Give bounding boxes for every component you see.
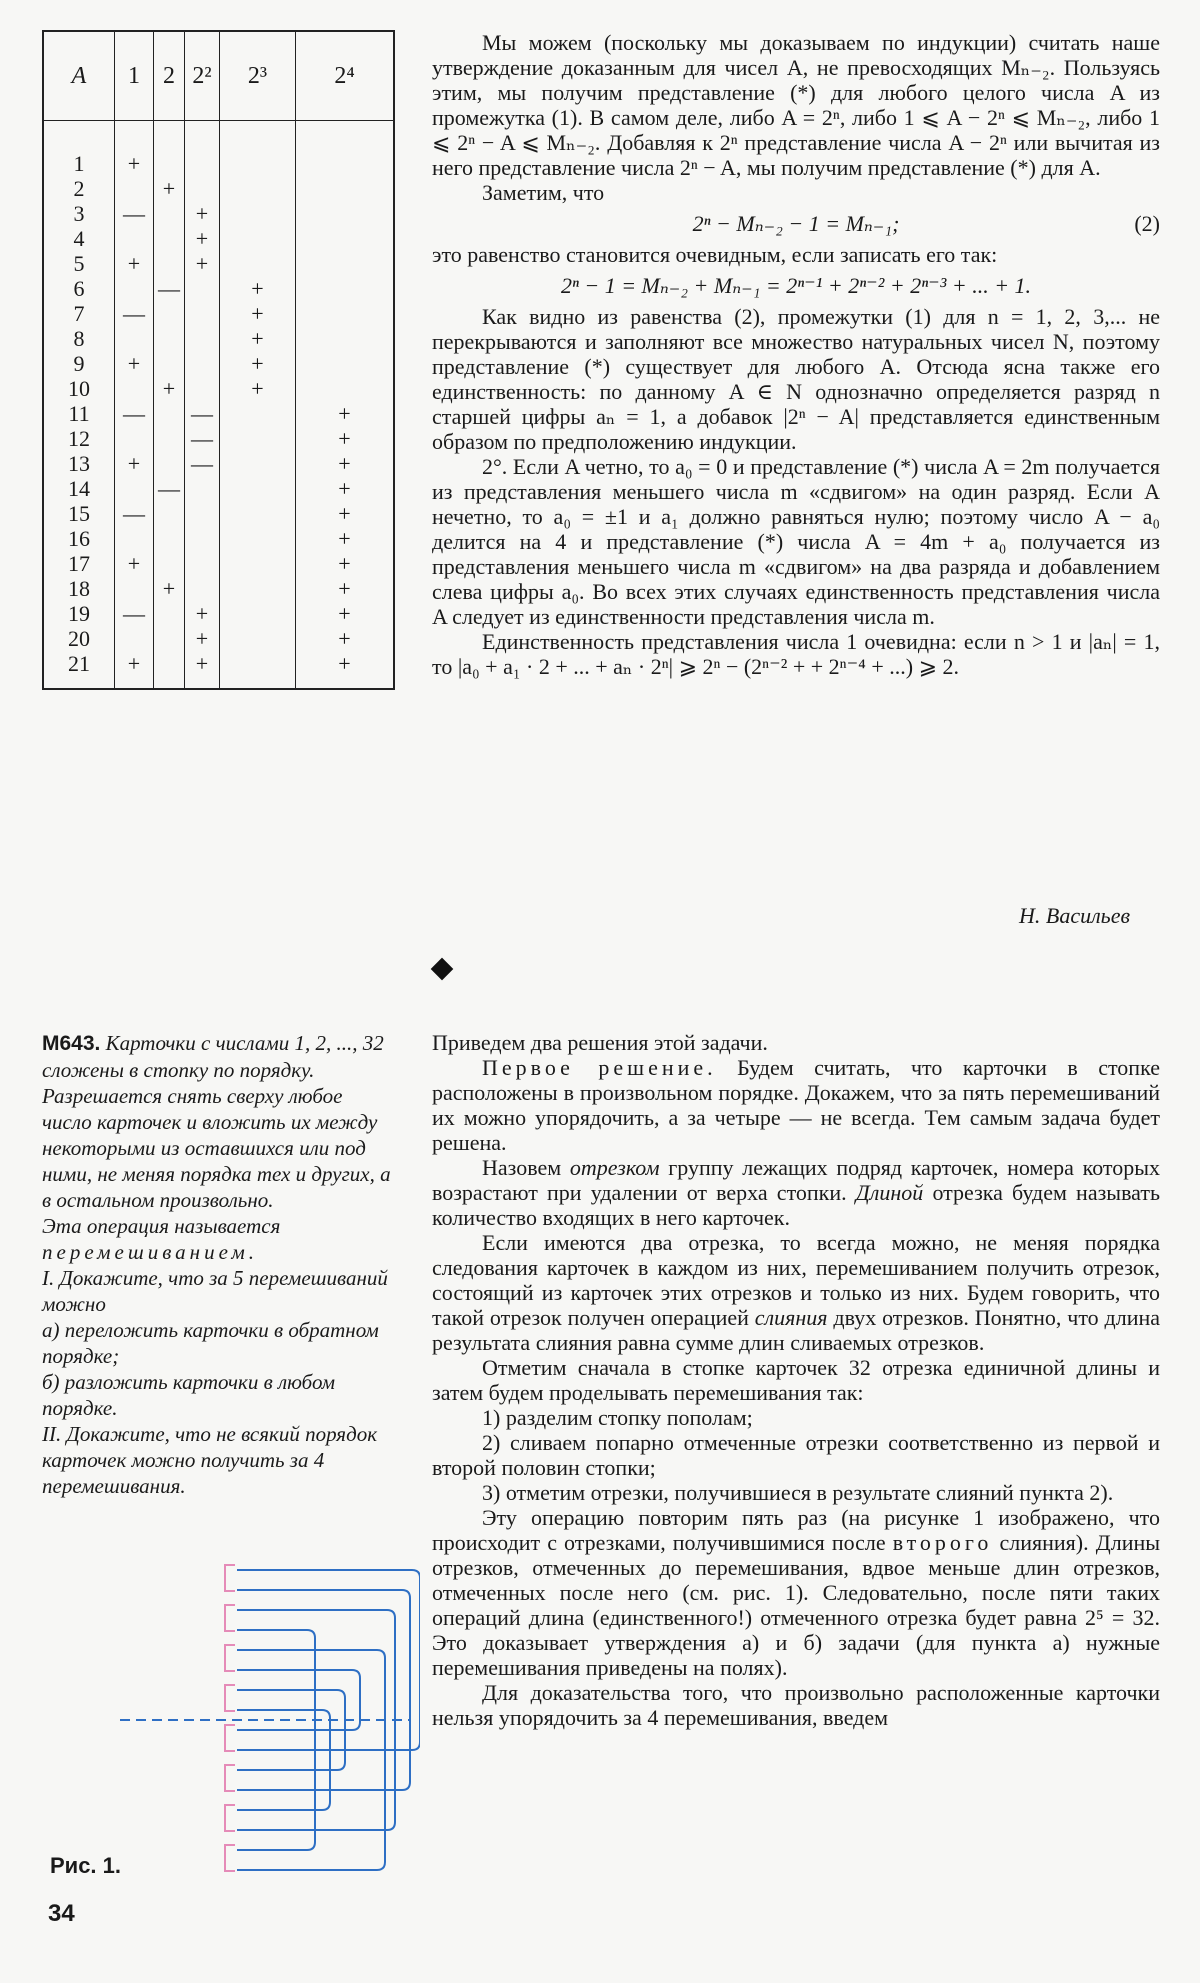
sign-cell: +	[296, 426, 394, 451]
segment-bracket	[225, 1765, 235, 1791]
sign-cell	[154, 651, 185, 676]
sign-cell: +	[154, 176, 185, 201]
table-row	[44, 201, 393, 226]
sign-cell: —	[154, 276, 185, 301]
equation: 2ⁿ − 1 = Mₙ₋₂ + Mₙ₋₁ = 2ⁿ⁻¹ + 2ⁿ⁻² + 2ⁿ⁻³ + ... + 1.	[560, 273, 1032, 298]
sign-cell	[154, 451, 185, 476]
sign-cell	[154, 301, 185, 326]
sign-cell: +	[115, 251, 154, 276]
paragraph: Как видно из равенства (2), промежутки (1) для n = 1, 2, 3,... не перекрываются и заполняют все множество натуральных чисел N, поэтому представление (*) существует для любого A. Отсюда ясна также его единственность: по данному A ∈ N однозначно определяется разряд n старшей цифры aₙ = 1, а добавок |2ⁿ − A| представляется единственным образом по предположению индукции.	[432, 304, 1160, 454]
header-cell: 2	[154, 32, 185, 121]
sign-cell: +	[296, 401, 394, 426]
sign-cell	[296, 251, 394, 276]
figure-caption: Рис. 1.	[50, 1853, 122, 1878]
table-row	[44, 576, 393, 601]
table-filler	[44, 676, 393, 688]
row-number-cell: 9	[73, 351, 85, 376]
sign-cell	[154, 251, 185, 276]
merge-line	[237, 1570, 420, 1750]
sign-cell	[185, 301, 220, 326]
row-number-cell: 20	[68, 626, 90, 651]
sign-cell	[154, 351, 185, 376]
sign-cell	[115, 276, 154, 301]
sign-cell	[185, 501, 220, 526]
row-number-cell: 4	[73, 226, 85, 251]
sign-cell: +	[220, 351, 296, 376]
problem-question-2: II. Докажите, что не всякий порядок карточек можно получить за 4 перемешивания.	[42, 1422, 378, 1498]
paragraph: Отметим сначала в стопке карточек 32 отрезка единичной длины и затем будем проделывать перемешивания так:	[432, 1355, 1160, 1405]
merge-line	[237, 1710, 330, 1810]
table-row	[44, 626, 393, 651]
table-spacer	[44, 121, 393, 152]
table-row	[44, 551, 393, 576]
solution-heading: Первое решение.	[482, 1055, 717, 1080]
sign-cell	[220, 426, 296, 451]
sign-cell: +	[115, 551, 154, 576]
paragraph	[432, 1505, 1160, 1680]
segment-bracket	[225, 1845, 235, 1871]
paragraph: Мы можем (поскольку мы доказываем по индукции) считать наше утверждение доказанным для чисел A, не превосходящих Mₙ₋₂. Пользуясь этим, мы получим представление (*) для любого целого числа A из промежутка (1). В самом деле, либо A = 2ⁿ, либо 1 ⩽ A − 2ⁿ ⩽ Mₙ₋₂, либо 1 ⩽ 2ⁿ − A ⩽ Mₙ₋₂. Добавляя к 2ⁿ представление числа A − 2ⁿ или вычитая из него представление числа 2ⁿ − A, мы получим представление (*) для A.	[432, 30, 1160, 180]
sign-cell	[296, 301, 394, 326]
sign-cell	[115, 376, 154, 401]
sign-cell	[185, 476, 220, 501]
sign-cell: +	[115, 651, 154, 676]
segment-bracket	[225, 1645, 235, 1671]
sign-cell	[296, 201, 394, 226]
sign-cell	[220, 176, 296, 201]
row-number-cell: 21	[68, 651, 90, 676]
sign-cell	[220, 451, 296, 476]
table-row	[44, 451, 393, 476]
sign-cell	[220, 226, 296, 251]
table-row	[44, 401, 393, 426]
paragraph: это равенство становится очевидным, если записать его так:	[432, 242, 998, 267]
row-number-cell: 17	[68, 551, 90, 576]
sign-cell: +	[296, 526, 394, 551]
sign-cell: +	[220, 276, 296, 301]
sign-cell	[115, 476, 154, 501]
sign-cell	[220, 576, 296, 601]
sign-cell	[154, 551, 185, 576]
sign-cell	[154, 326, 185, 351]
sign-cell	[154, 626, 185, 651]
sign-cell	[220, 551, 296, 576]
sign-cell	[185, 151, 220, 176]
sign-cell	[185, 326, 220, 351]
problem-statement	[42, 1030, 397, 1499]
sign-cell	[154, 401, 185, 426]
sign-cell	[115, 576, 154, 601]
sign-cell	[115, 526, 154, 551]
sign-cell	[220, 526, 296, 551]
row-number-cell: 1	[73, 151, 85, 176]
header-cell: 1	[115, 32, 154, 121]
term-segment: отрезком	[569, 1155, 660, 1180]
row-number-cell: 11	[68, 401, 90, 426]
paragraph-text: группу лежащих подряд карточек, номера которых возрастают при удалении от верха стопки.	[432, 1155, 1161, 1205]
paragraph: Для доказательства того, что произвольно расположенные карточки нельзя упорядочить за 4 перемешивания, введем	[432, 1680, 1160, 1730]
sign-cell	[115, 176, 154, 201]
table-row	[44, 376, 393, 401]
sign-cell: +	[115, 351, 154, 376]
sign-cell	[154, 526, 185, 551]
list-item: 1) разделим стопку пополам;	[482, 1405, 753, 1430]
sign-cell: —	[185, 451, 220, 476]
paragraph-text: Эту операцию повторим пять раз (на рисунке 1 изображено, что происходит с отрезками, получившимися после	[432, 1505, 1160, 1555]
sign-cell	[220, 151, 296, 176]
sign-cell	[185, 526, 220, 551]
sign-cell: +	[185, 251, 220, 276]
sign-cell	[220, 401, 296, 426]
sign-cell	[154, 151, 185, 176]
sign-cell	[220, 501, 296, 526]
row-number-cell: 3	[73, 201, 85, 226]
problem-question-b: б) разложить карточки в любом порядке.	[42, 1370, 336, 1420]
sign-cell	[154, 226, 185, 251]
row-number-cell: 18	[68, 576, 90, 601]
paragraph-text: слияния). Длины отрезков, отмеченных до перемешивания, вдвое меньше длин отрезков, отмеченных после него (см. рис. 1). Следовательно, после пяти таких операций длина (единственного!) отмеченного отрезка будет равна 2⁵ = 32. Это доказывает утверждения а) и б) задачи (для пункта а) нужные перемешивания приведены на полях).	[432, 1530, 1161, 1680]
header-cell: 2³	[220, 32, 296, 121]
sign-cell	[296, 351, 394, 376]
segment-bracket	[225, 1685, 235, 1711]
paragraph	[432, 1155, 1160, 1230]
sign-cell	[296, 226, 394, 251]
segment-bracket	[225, 1725, 235, 1751]
paragraph: 2°. Если A четно, то a₀ = 0 и представление (*) числа A = 2m получается из представления меньшего числа m «сдвигом» на один разряд. Если A нечетно, то a₀ = ±1 и a₁ должно равняться нулю; поэтому число A − a₀ делится на 4 и представление (*) числа A = 4m + a₀ получается из представления меньшего числа m «сдвигом» на два разряда и добавлением слева цифры a₀. Во всех этих случаях единственность представления числа A следует из единственности представления числа m.	[432, 454, 1160, 629]
sign-cell: +	[296, 626, 394, 651]
sign-cell: +	[296, 651, 394, 676]
problem-label: М643.	[42, 1032, 101, 1055]
equation-number: (2)	[1134, 211, 1160, 236]
term-merge: слияния	[754, 1305, 828, 1330]
sign-cell: —	[185, 401, 220, 426]
sign-cell: —	[115, 301, 154, 326]
paragraph	[432, 1230, 1160, 1355]
table-row	[44, 526, 393, 551]
sign-cell: +	[115, 151, 154, 176]
table-row	[44, 601, 393, 626]
row-number-cell: 6	[73, 276, 85, 301]
row-number-cell: 15	[68, 501, 90, 526]
paragraph-text: Если имеются два отрезка, то всегда можно, не меняя порядка следования карточек в каждом из них, перемешиванием получить отрезок, состоящий из карточек этих отрезков и только из них. Будем говорить, что такой отрезок получен операцией	[432, 1230, 1160, 1330]
sign-cell: +	[296, 576, 394, 601]
row-number-cell: 2	[73, 176, 85, 201]
sign-cell	[220, 601, 296, 626]
row-number-cell: 7	[73, 301, 85, 326]
paragraph: Единственность представления числа 1 очевидна: если n > 1 и |aₙ| = 1, то |a₀ + a₁ · 2 + ... + aₙ · 2ⁿ| ⩾ 2ⁿ − (2ⁿ⁻² + + 2ⁿ⁻⁴ + ...) ⩾ 2.	[432, 629, 1160, 679]
table-row	[44, 351, 393, 376]
segment-bracket	[225, 1565, 235, 1591]
row-number-cell: 13	[68, 451, 90, 476]
header-cell: A	[44, 32, 115, 121]
paragraph-text: Назовем	[482, 1155, 562, 1180]
problem-question-1: I. Докажите, что за 5 перемешиваний можно	[42, 1266, 388, 1316]
sign-cell: —	[115, 401, 154, 426]
problem-question-a: а) переложить карточки в обратном порядке;	[42, 1318, 379, 1368]
sign-cell	[185, 576, 220, 601]
segment-bracket	[225, 1605, 235, 1631]
sign-cell: —	[115, 201, 154, 226]
problem-op-term: перемешиванием.	[42, 1240, 259, 1264]
sign-cell	[296, 151, 394, 176]
sign-cell	[296, 376, 394, 401]
segment-bracket	[225, 1805, 235, 1831]
sign-cell: +	[185, 226, 220, 251]
merge-diagram	[120, 1555, 420, 1895]
spaced-word: второго	[892, 1530, 993, 1555]
row-number-cell: 16	[68, 526, 90, 551]
equation-text: 2ⁿ − Mₙ₋₂ − 1 = Mₙ₋₁;	[692, 211, 900, 236]
table-row	[44, 276, 393, 301]
row-number-cell: 19	[68, 601, 90, 626]
table-row	[44, 226, 393, 251]
sign-cell	[154, 501, 185, 526]
paragraph-text: Будем считать, что карточки в стопке расположены в произвольном порядке. Докажем, что за пять перемешиваний их можно упорядочить, а за четыре — не всегда. Тем самым задача будет решена.	[432, 1055, 1160, 1155]
sign-cell: +	[296, 551, 394, 576]
author-signature: Н. Васильев	[1019, 903, 1131, 928]
sign-cell: +	[185, 626, 220, 651]
sign-cell	[220, 251, 296, 276]
table-row	[44, 326, 393, 351]
row-number-cell: 14	[68, 476, 90, 501]
term-length: Длиной	[855, 1180, 924, 1205]
sign-cell	[220, 626, 296, 651]
sign-cell: +	[154, 576, 185, 601]
table-row	[44, 476, 393, 501]
sign-cell	[220, 476, 296, 501]
solution	[432, 1030, 1160, 1730]
sign-cell	[185, 376, 220, 401]
table-header-row	[44, 32, 393, 121]
sign-cell: —	[154, 476, 185, 501]
sign-cell	[154, 601, 185, 626]
table-row	[44, 151, 393, 176]
sign-cell	[185, 176, 220, 201]
header-cell: 2⁴	[296, 32, 394, 121]
paragraph-text: отрезка будем называть количество входящих в него карточек.	[432, 1180, 1161, 1230]
segment-brackets	[225, 1565, 235, 1871]
row-number-cell: 10	[68, 376, 90, 401]
paragraph: Приведем два решения этой задачи.	[432, 1030, 768, 1055]
sign-cell: —	[185, 426, 220, 451]
page-number: 34	[48, 1900, 75, 1927]
sign-cell: +	[220, 376, 296, 401]
sign-cell	[115, 326, 154, 351]
row-number-cell: 5	[73, 251, 85, 276]
sign-cell	[154, 426, 185, 451]
header-cell: 2²	[185, 32, 220, 121]
table-row	[44, 176, 393, 201]
sign-cell: +	[185, 651, 220, 676]
list-item: 3) отметим отрезки, получившиеся в результате слияний пункта 2).	[482, 1480, 1114, 1505]
problem-op-prefix: Эта операция называется	[42, 1214, 281, 1238]
sign-cell: +	[296, 476, 394, 501]
sign-cell	[154, 201, 185, 226]
paragraph-text: двух отрезков. Понятно, что длина результата слияния равна сумме длин сливаемых отрезков.	[432, 1305, 1161, 1355]
sign-cell: +	[296, 451, 394, 476]
sign-cell: +	[296, 501, 394, 526]
problem-intro: Карточки с числами 1, 2, ..., 32 сложены в стопку по порядку. Разрешается снять сверху любое число карточек и вложить их между некоторыми из оставшихся или под ними, не меняя порядка тех и других, а в остальном произвольно.	[42, 1031, 391, 1212]
paragraph	[432, 1055, 1160, 1155]
sign-cell: —	[115, 501, 154, 526]
sign-cell	[296, 276, 394, 301]
sign-cell	[185, 551, 220, 576]
merge-line	[237, 1630, 315, 1850]
sign-cell	[296, 176, 394, 201]
sign-cell: +	[185, 601, 220, 626]
paragraph: Заметим, что	[482, 180, 605, 205]
sign-cell: —	[115, 601, 154, 626]
diamond-separator-icon	[431, 958, 454, 981]
table-row	[44, 301, 393, 326]
row-number-cell: 12	[68, 426, 90, 451]
sign-cell: +	[220, 301, 296, 326]
sign-cell	[115, 426, 154, 451]
sign-cell	[296, 326, 394, 351]
table-row	[44, 651, 393, 676]
row-number-cell: 8	[73, 326, 85, 351]
table-row	[44, 501, 393, 526]
table-row	[44, 426, 393, 451]
sign-cell: +	[154, 376, 185, 401]
merge-line	[237, 1650, 385, 1870]
proof-continuation	[432, 30, 1160, 679]
sign-cell: +	[185, 201, 220, 226]
representation-table	[42, 30, 395, 690]
sign-cell: +	[220, 326, 296, 351]
sign-cell	[220, 201, 296, 226]
list-item: 2) сливаем попарно отмеченные отрезки соответственно из первой и второй половин стопки;	[432, 1430, 1160, 1480]
sign-cell: +	[115, 451, 154, 476]
sign-cell	[185, 351, 220, 376]
sign-cell	[115, 626, 154, 651]
sign-cell	[185, 276, 220, 301]
table-row	[44, 251, 393, 276]
sign-cell: +	[296, 601, 394, 626]
sign-cell	[220, 651, 296, 676]
equation-2	[432, 211, 1160, 236]
sign-cell	[115, 226, 154, 251]
